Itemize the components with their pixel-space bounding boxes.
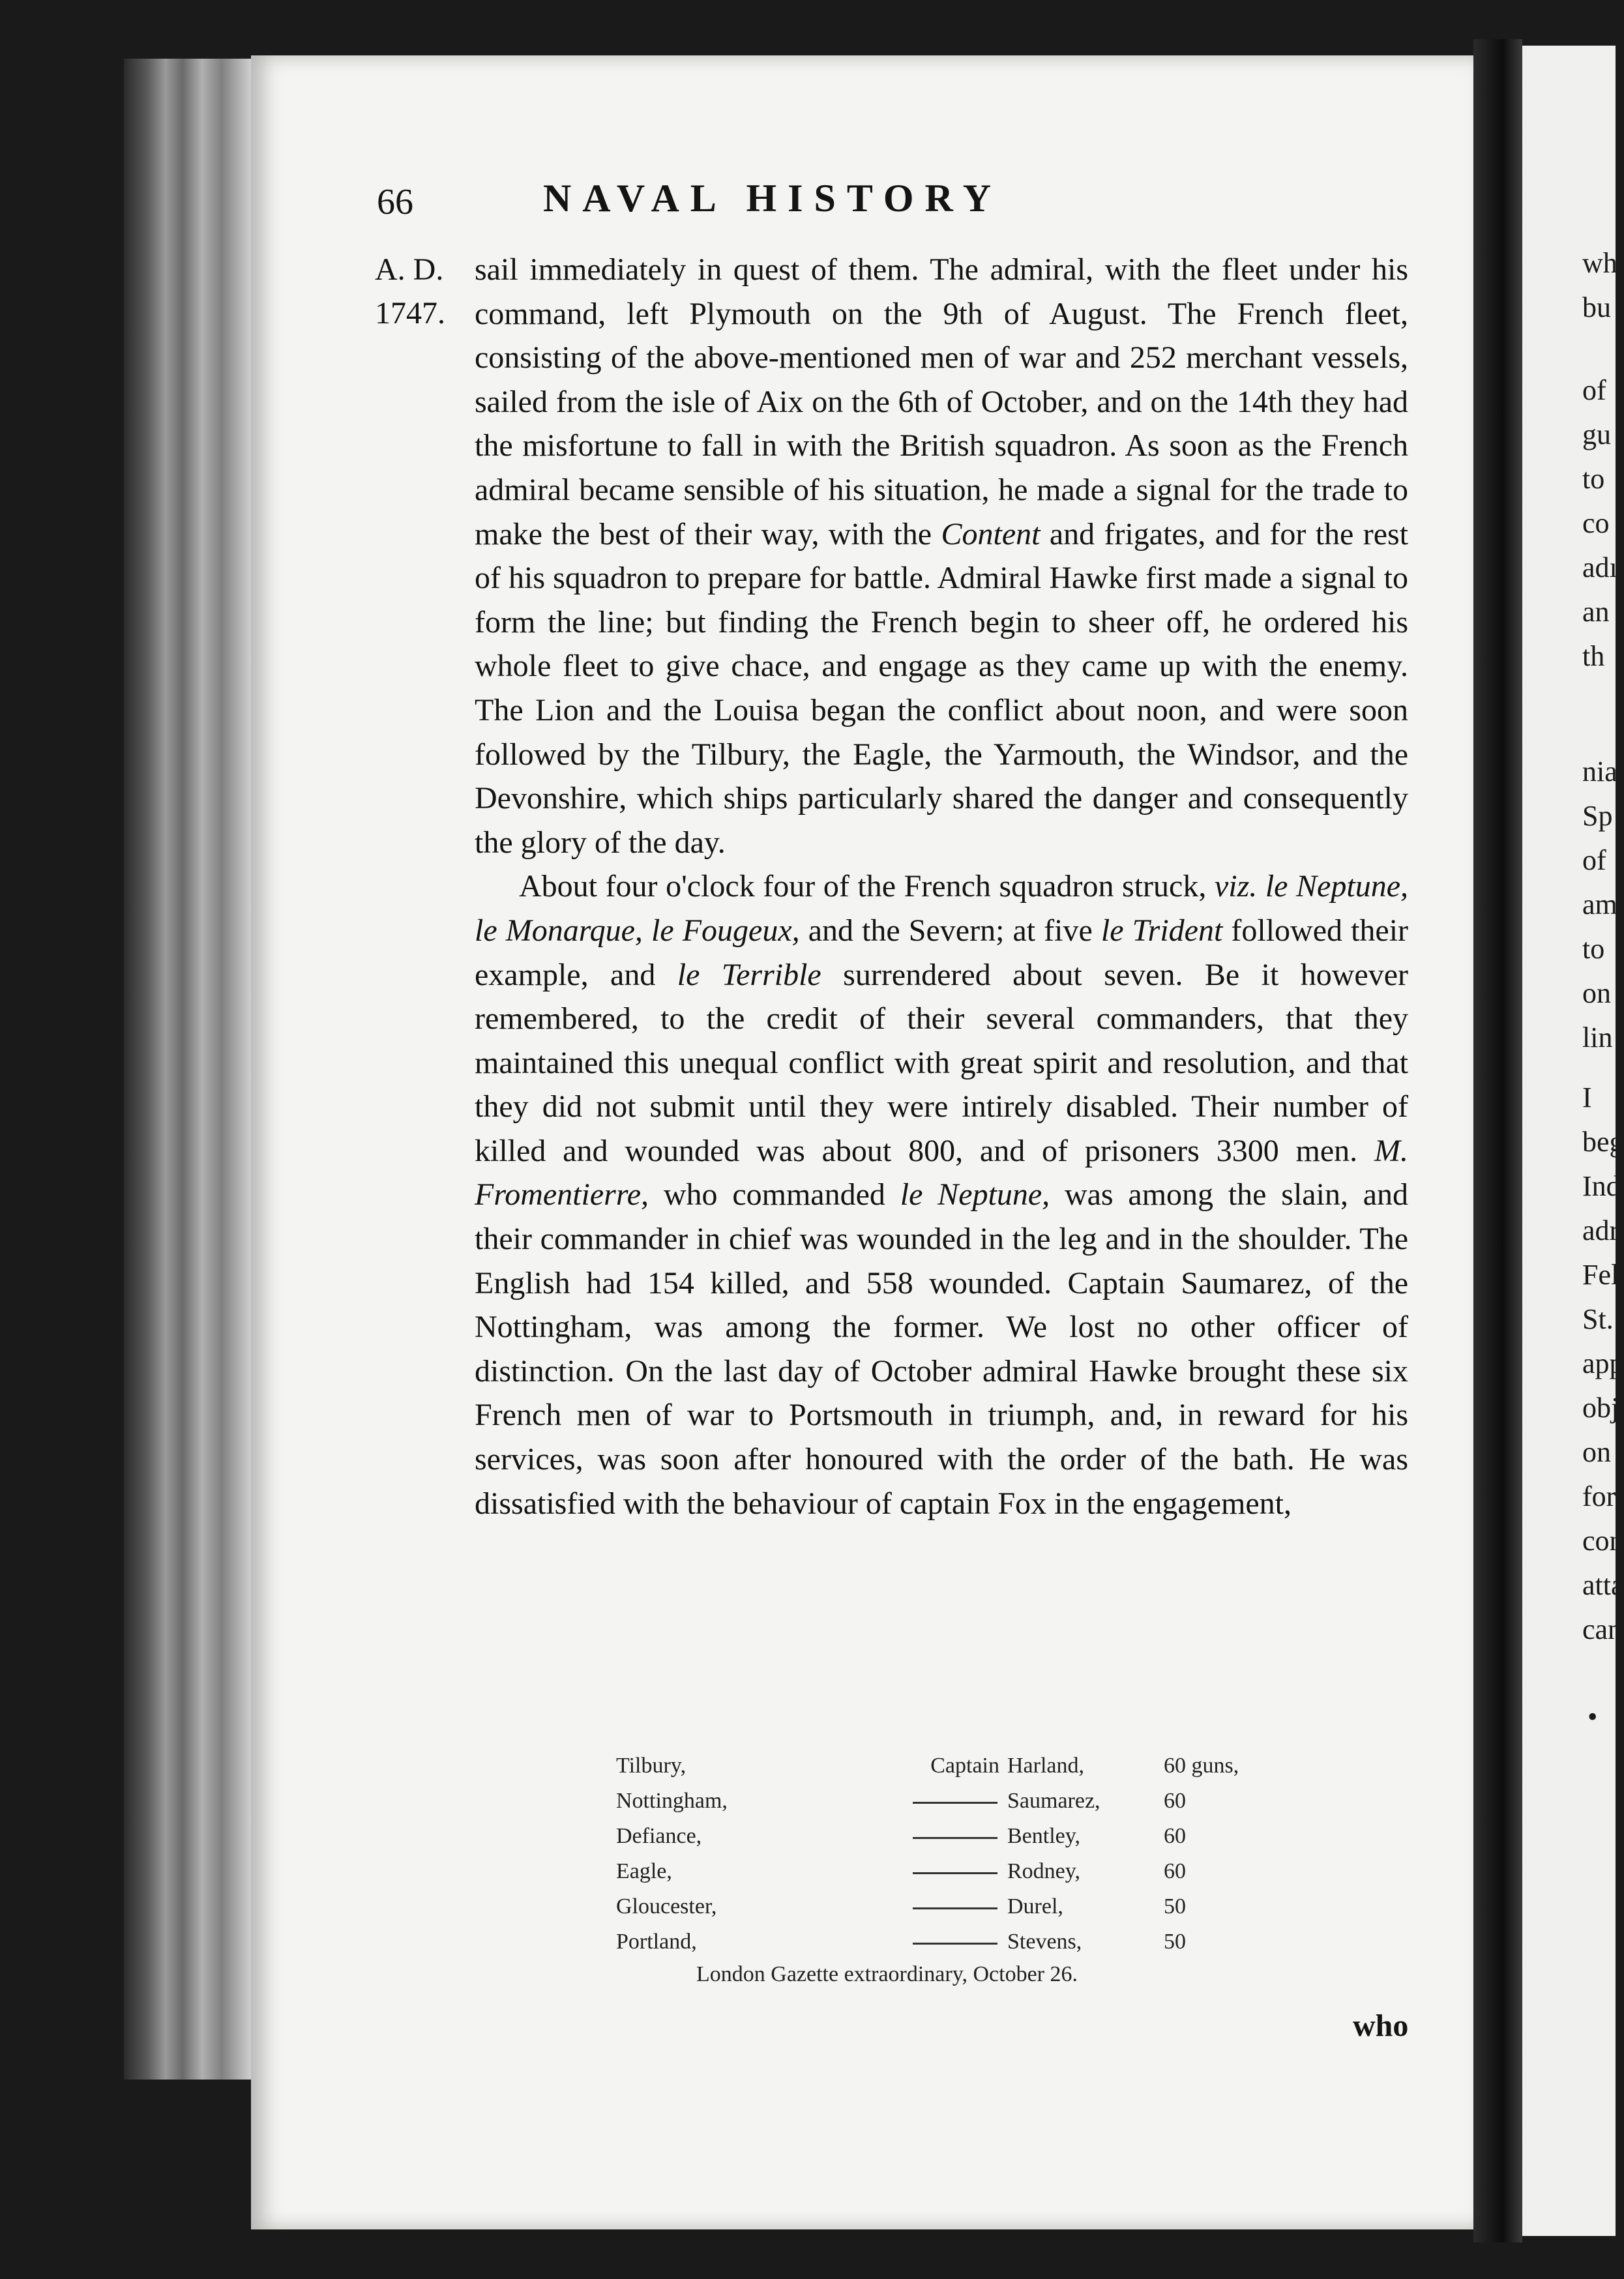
facing-fragment: bu [1582,291,1611,323]
facing-fragment: gu [1582,419,1611,450]
paragraph-2-text: and the Severn; at five [808,913,1093,948]
body-text [475,248,1408,1525]
facing-fragment: Fel [1582,1259,1619,1291]
facing-fragment: con [1582,1525,1624,1557]
table-row [616,1854,1294,1889]
paragraph-2-text: who commanded [663,1177,885,1213]
ship-cell: Nottingham, [616,1789,728,1813]
facing-fragment: I [1582,1081,1592,1113]
facing-fragment: an [1582,596,1610,628]
captain-cell: Saumarez, [1007,1789,1100,1813]
footnote-source: London Gazette extraordinary, October 26. [696,1962,1078,1986]
facing-fragment: Ind [1582,1170,1621,1202]
ship-name: le Monarque, [475,913,643,948]
facing-fragment: on [1582,1436,1611,1468]
facing-page [1522,46,1624,2236]
guns-cell: 50 [1164,1930,1186,1954]
ditto-dash [903,1819,1007,1854]
facing-fragment: adr [1582,1214,1619,1246]
book-gutter [1473,39,1522,2242]
footnote-ship-list [616,1748,1294,1960]
guns-cell: 50 [1164,1894,1186,1919]
guns-cell: 60 [1164,1789,1186,1813]
table-row [616,1889,1294,1924]
paragraph-2-text: surrendered about seven. Be it however remembered, to the credit of their several commanders, that they maintained this unequal conflict with great spirit and resolution, and that they did not submit until they were intirely disabled. Their number of killed and wounded was about 800, and of prisoners 3300 men. [475,957,1408,1168]
paragraph-1 [475,248,1408,864]
facing-fragment: wh [1582,247,1617,279]
margin-year: 1747. [375,296,445,331]
table-row [616,1784,1294,1819]
facing-fragment: on [1582,977,1611,1009]
facing-fragment: of [1582,844,1606,876]
facing-fragment: of [1582,374,1606,406]
ditto-dash [903,1924,1007,1960]
facing-fragment: atta [1582,1569,1624,1601]
captain-cell: Harland, [1007,1754,1085,1778]
paragraph-1-text: sail immediately in quest of them. The admiral, with the fleet under his command, left Plymouth on the 9th of August. The French fleet, consisting of the above-mentioned men of war and 252 merchant vessels, sailed from the isle of Aix on the 6th of October, and on the 14th they had the misfortune to fall in with the British squadron. As soon as the French admiral became sensible of his situation, he made a signal for the trade to make the best of their way, with the [475,252,1408,551]
ditto-dash [903,1854,1007,1889]
ship-name: le Neptune, [900,1177,1050,1213]
table-row [616,1924,1294,1960]
ditto-dash [903,1889,1007,1924]
facing-fragment: fort [1582,1480,1624,1512]
facing-fragment: adı [1582,551,1617,583]
paragraph-2 [475,864,1408,1525]
facing-fragment: am [1582,889,1617,920]
facing-fragment: nia [1582,756,1617,787]
paragraph-1-end: and frigates, and for the rest of his squadron to prepare for battle. Admiral Hawke first made a signal to form the line; but finding the French begin to sheer off, he ordered his whole fleet to give chace, and engage as they came up with the enemy. The Lion and the Louisa began the conflict about noon, and were soon followed by the Tilbury, the Eagle, the Yarmouth, the Windsor, and the Devonshire, which ships particularly shared the danger and consequently the glory of the day. [475,516,1409,860]
facing-fragment: app [1582,1347,1624,1379]
ship-name: le Trident [1100,913,1223,948]
ship-cell: Eagle, [616,1859,672,1883]
facing-fragment: obj [1582,1392,1619,1424]
facing-fragment: St. [1582,1303,1614,1335]
facing-fragment: th [1582,640,1605,672]
ship-name: le Terrible [677,957,821,992]
table-row [616,1748,1294,1784]
captain-cell: Rodney, [1007,1859,1081,1883]
ditto-dash [903,1784,1007,1819]
ship-name: Content [941,516,1041,551]
page-number: 66 [377,182,413,222]
facing-fragment: to [1582,933,1605,965]
guns-cell: 60 [1164,1859,1186,1883]
ship-name: le Neptune, [1265,869,1409,904]
table-row [616,1819,1294,1854]
guns-cell: 60 guns, [1164,1754,1239,1778]
margin-year-label: A. D. [375,252,444,287]
person-name: M. Fromentierre, [475,1133,1408,1213]
facing-fragment: Sp [1582,800,1613,832]
ship-name: le Fougeux, [651,913,800,948]
book-edge [124,59,254,2080]
paragraph-2-text: followed their example, and [475,913,1409,992]
captain-cell: Durel, [1007,1894,1063,1919]
facing-fragment: lin [1582,1022,1613,1053]
captain-prefix: Captain [930,1754,999,1778]
facing-fragment: can [1582,1613,1623,1645]
viz-abbrev: viz. [1214,869,1258,904]
running-header: NAVAL HISTORY [542,177,1003,220]
captain-cell: Stevens, [1007,1930,1082,1954]
paragraph-2-text: was among the slain, and their commander in chief was wounded in the leg and in the shoulder. The English had 154 killed, and 558 wounded. Captain Saumarez, of the Nottingham, was among the former. We lost no other officer of distinction. On the last day of October admiral Hawke brought these six French men of war to Portsmouth in triumph, and, in reward for his services, was soon after honoured with the order of the bath. He was dissatisfied with the behaviour of captain Fox in the engagement, [475,1177,1409,1521]
ship-cell: Portland, [616,1930,697,1954]
facing-fragment: beg [1582,1126,1624,1158]
ship-cell: Defiance, [616,1824,702,1848]
captain-cell: Bentley, [1007,1824,1081,1848]
guns-cell: 60 [1164,1824,1186,1848]
paragraph-2-text: About four o'clock four of the French squadron struck, [519,869,1207,904]
catchword: who [1353,2008,1409,2043]
facing-fragment: • [1587,1701,1598,1733]
facing-fragment: to [1582,463,1605,495]
ship-cell: Gloucester, [616,1894,717,1919]
ship-cell: Tilbury, [616,1754,687,1778]
facing-fragment: co [1582,507,1610,539]
